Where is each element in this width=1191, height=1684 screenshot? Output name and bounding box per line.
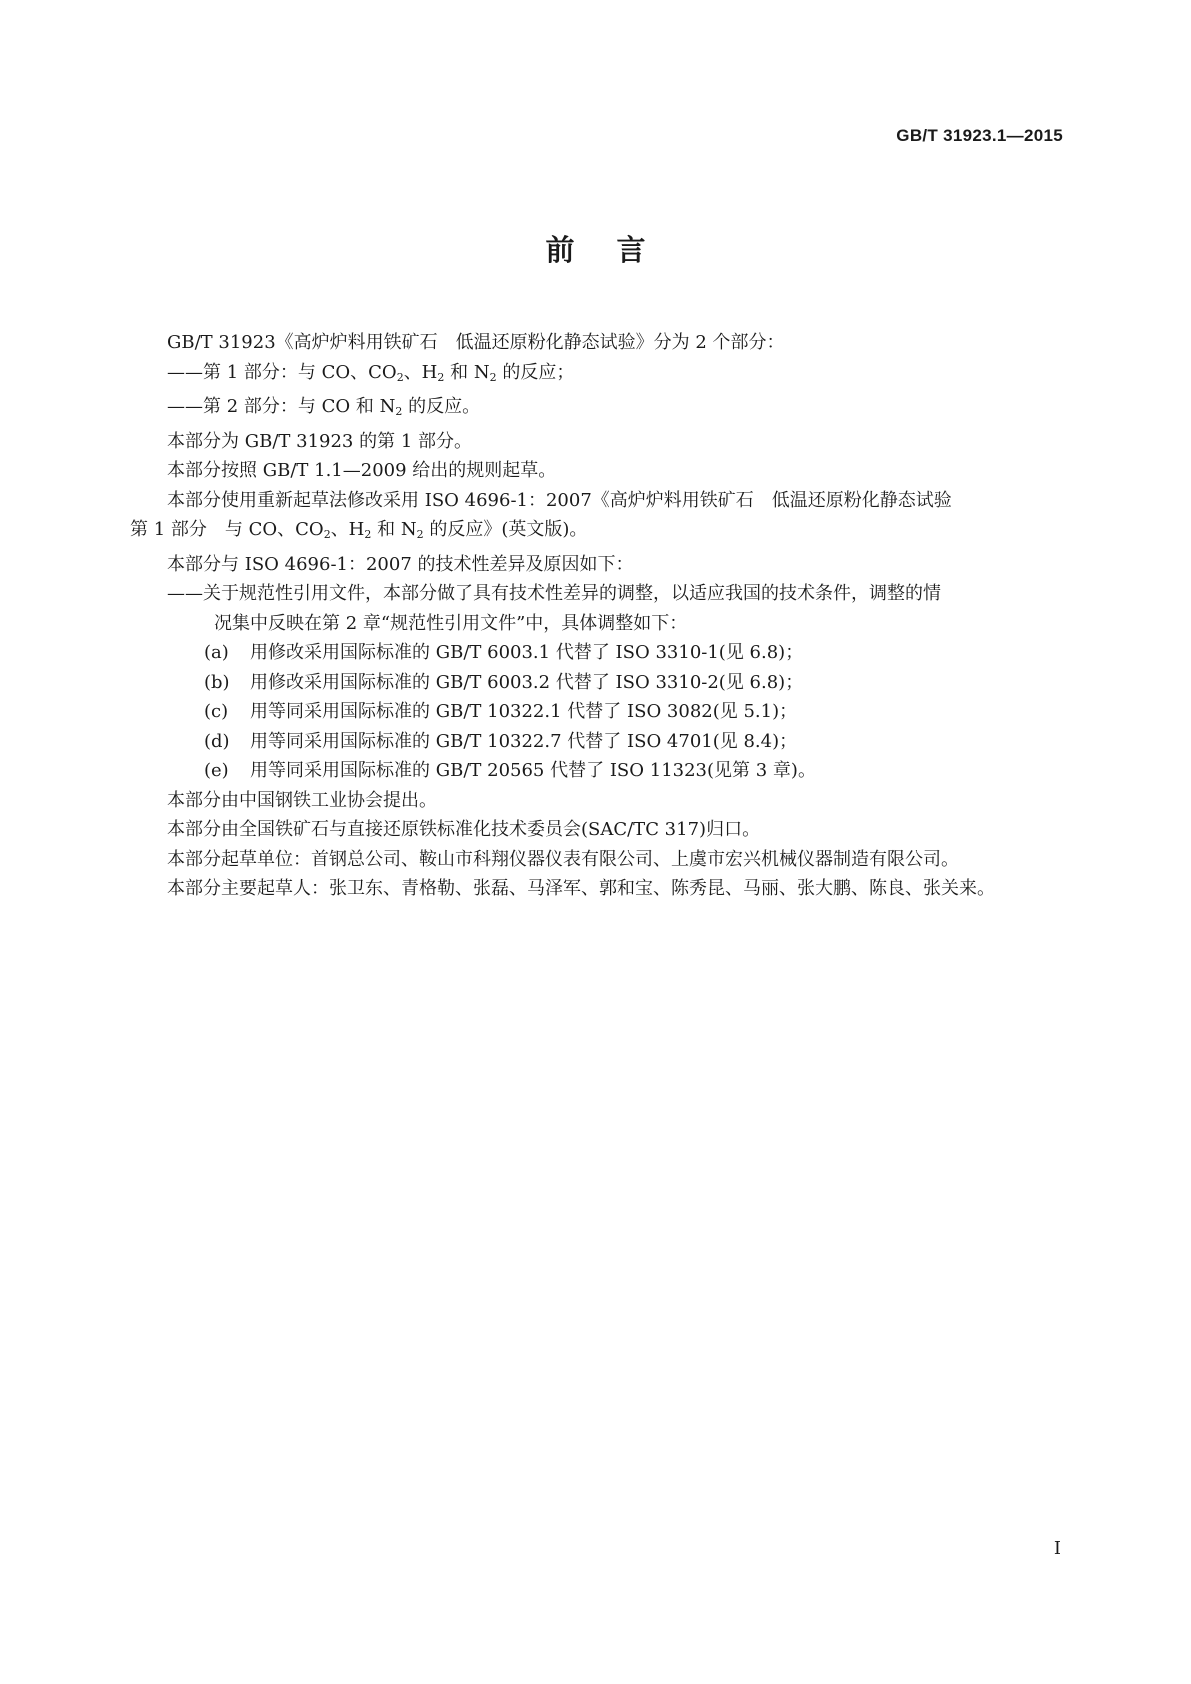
intro-paragraph: GB/T 31923《高炉炉料用铁矿石 低温还原粉化静态试验》分为 2 个部分：: [167, 332, 785, 353]
sub-item-d: (d) 用等同采用国际标准的 GB/T 10322.7 代替了 ISO 4701(见 8.4)；: [204, 730, 798, 752]
part-2-item: ——第 2 部分：与 CO 和 $N_2$ 的反应。: [167, 396, 481, 418]
drafting-units-paragraph: 本部分起草单位：首钢总公司、鞍山市科翔仪器仪表有限公司、上虞市宏兴机械仪器制造有限公司。: [167, 848, 959, 870]
sub-item-a: (a) 用修改采用国际标准的 GB/T 6003.1 代替了 ISO 3310-1(见 6.8)；: [204, 642, 804, 663]
adoption-paragraph-continued: 第 1 部分 与 CO、$CO_2$、$H_2$ 和 $N_2$ 的反应》(英文版)。: [130, 519, 588, 541]
rules-paragraph: 本部分按照 GB/T 1.1—2009 给出的规则起草。: [167, 460, 557, 481]
drafters-paragraph: 本部分主要起草人：张卫东、青格勒、张磊、马泽军、郭和宝、陈秀昆、马丽、张大鹏、陈良、张关来。: [167, 878, 995, 899]
page-title: 前言: [545, 233, 688, 267]
sub-item-b: (b) 用修改采用国际标准的 GB/T 6003.2 代替了 ISO 3310-2(见 6.8)；: [204, 671, 804, 693]
adoption-paragraph: 本部分使用重新起草法修改采用 ISO 4696-1：2007《高炉炉料用铁矿石 低温还原粉化静态试验: [167, 489, 952, 511]
part-1-item: ——第 1 部分：与 CO、$CO_2$、$H_2$ 和 $N_2$ 的反应；: [167, 361, 575, 384]
proposed-by-paragraph: 本部分由中国钢铁工业协会提出。: [167, 789, 437, 811]
centralized-by-paragraph: 本部分由全国铁矿石与直接还原铁标准化技术委员会(SAC/TC 317)归口。: [167, 819, 761, 840]
document-body: [130, 328, 1070, 904]
this-part-paragraph: 本部分为 GB/T 31923 的第 1 部分。: [167, 430, 472, 452]
normative-reference-item-continued: 况集中反映在第 2 章“规范性引用文件”中，具体调整如下：: [214, 612, 688, 634]
standard-code: GB/T 31923.1—2015: [896, 126, 1063, 145]
sub-item-c: (c) 用等同采用国际标准的 GB/T 10322.1 代替了 ISO 3082(见 5.1)；: [204, 701, 798, 722]
page-number: I: [1053, 1538, 1061, 1559]
differences-paragraph: 本部分与 ISO 4696-1：2007 的技术性差异及原因如下：: [167, 553, 634, 575]
sub-item-e: (e) 用等同采用国际标准的 GB/T 20565 代替了 ISO 11323(见第 3 章)。: [204, 760, 816, 781]
normative-reference-item: ——关于规范性引用文件，本部分做了具有技术性差异的调整，以适应我国的技术条件，调整的情: [167, 583, 941, 604]
